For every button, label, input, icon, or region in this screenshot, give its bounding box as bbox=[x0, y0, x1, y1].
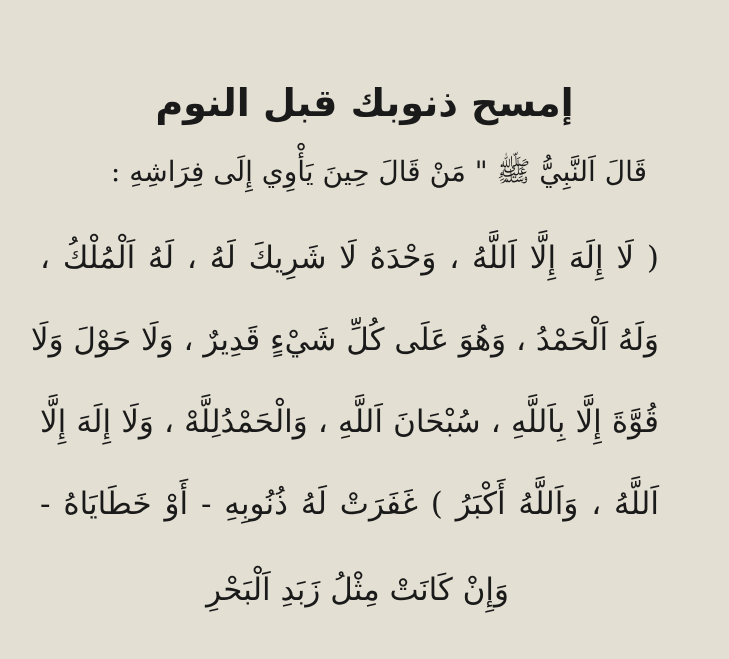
hadith-line-1: ( لَا إِلَهَ إِلَّا اَللَّهُ ، وَحْدَهُ لَا شَرِيكَ لَهُ ، لَهُ اَلْمُلْكُ ، bbox=[40, 240, 659, 276]
hadith-line-4: اَللَّهُ ، وَاَللَّهُ أَكْبَرُ ) غَفَرَتْ لَهُ ذُنُوبِهِ - أَوْ خَطَايَاهُ - bbox=[40, 486, 659, 522]
hadith-line-3: قُوَّةَ إِلَّا بِاَللَّهِ ، سُبْحَانَ اَللَّهِ ، وَالْحَمْدُلِلَّهْ ، وَلَا إِلَهَ إِلَّا bbox=[40, 404, 659, 440]
hadith-line-2: وَلَهُ اَلْحَمْدُ ، وَهُوَ عَلَى كُلِّ شَيْءٍ قَدِيرٌ ، وَلَا حَوْلَ وَلَا bbox=[30, 322, 659, 358]
page-title: إمسح ذنوبك قبل النوم bbox=[155, 81, 574, 125]
hadith-intro: قَالَ اَلنَّبِيُّ ﷺ " مَنْ قَالَ حِينَ يَأْوِي إِلَى فِرَاشِهِ : bbox=[110, 155, 647, 188]
hadith-line-5: وَإِنْ كَانَتْ مِثْلُ زَبَدِ اَلْبَحْرِ bbox=[206, 572, 509, 608]
